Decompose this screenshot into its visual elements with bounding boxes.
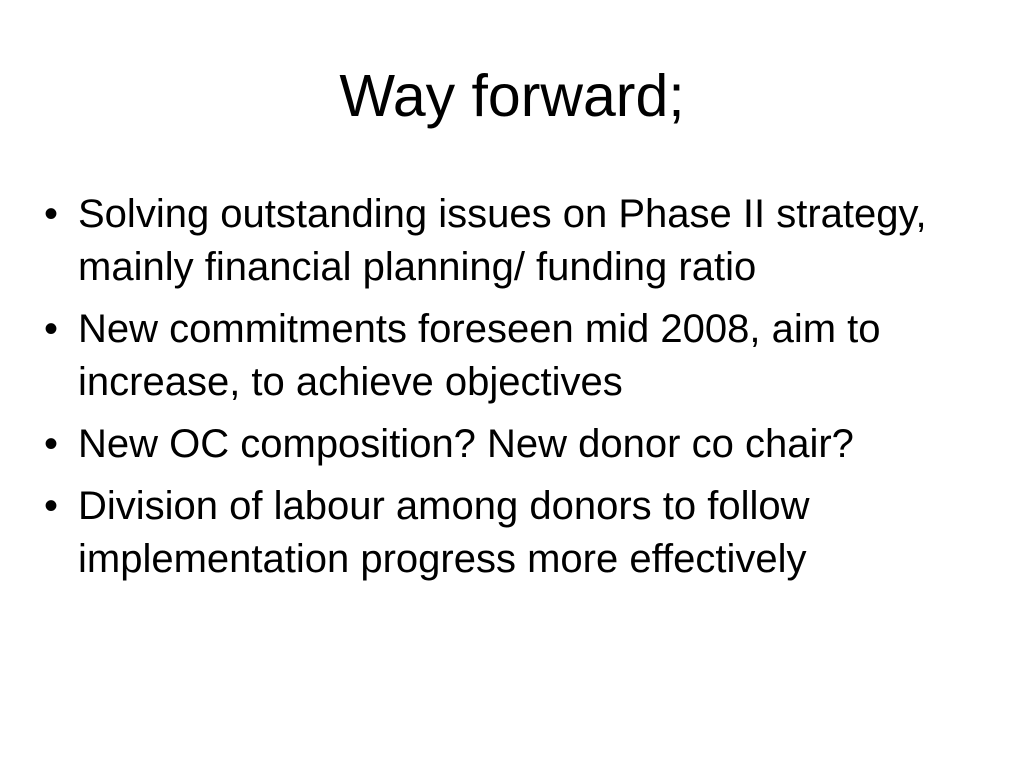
bullet-list bbox=[44, 188, 984, 595]
list-item bbox=[44, 303, 984, 409]
bullet-text: Division of labour among donors to follow implementation progress more effectively bbox=[78, 484, 810, 581]
bullet-icon: • bbox=[44, 307, 59, 351]
list-item bbox=[44, 418, 984, 471]
bullet-text: Solving outstanding issues on Phase II strategy, mainly financial planning/ funding ratio bbox=[78, 192, 927, 289]
slide-title: Way forward; bbox=[339, 63, 685, 129]
bullet-icon: • bbox=[44, 484, 59, 528]
bullet-icon: • bbox=[44, 422, 59, 466]
bullet-icon: • bbox=[44, 192, 59, 236]
list-item bbox=[44, 480, 984, 586]
bullet-text: New OC composition? New donor co chair? bbox=[78, 422, 854, 466]
list-item bbox=[44, 188, 984, 294]
bullet-text: New commitments foreseen mid 2008, aim to increase, to achieve objectives bbox=[78, 307, 881, 404]
